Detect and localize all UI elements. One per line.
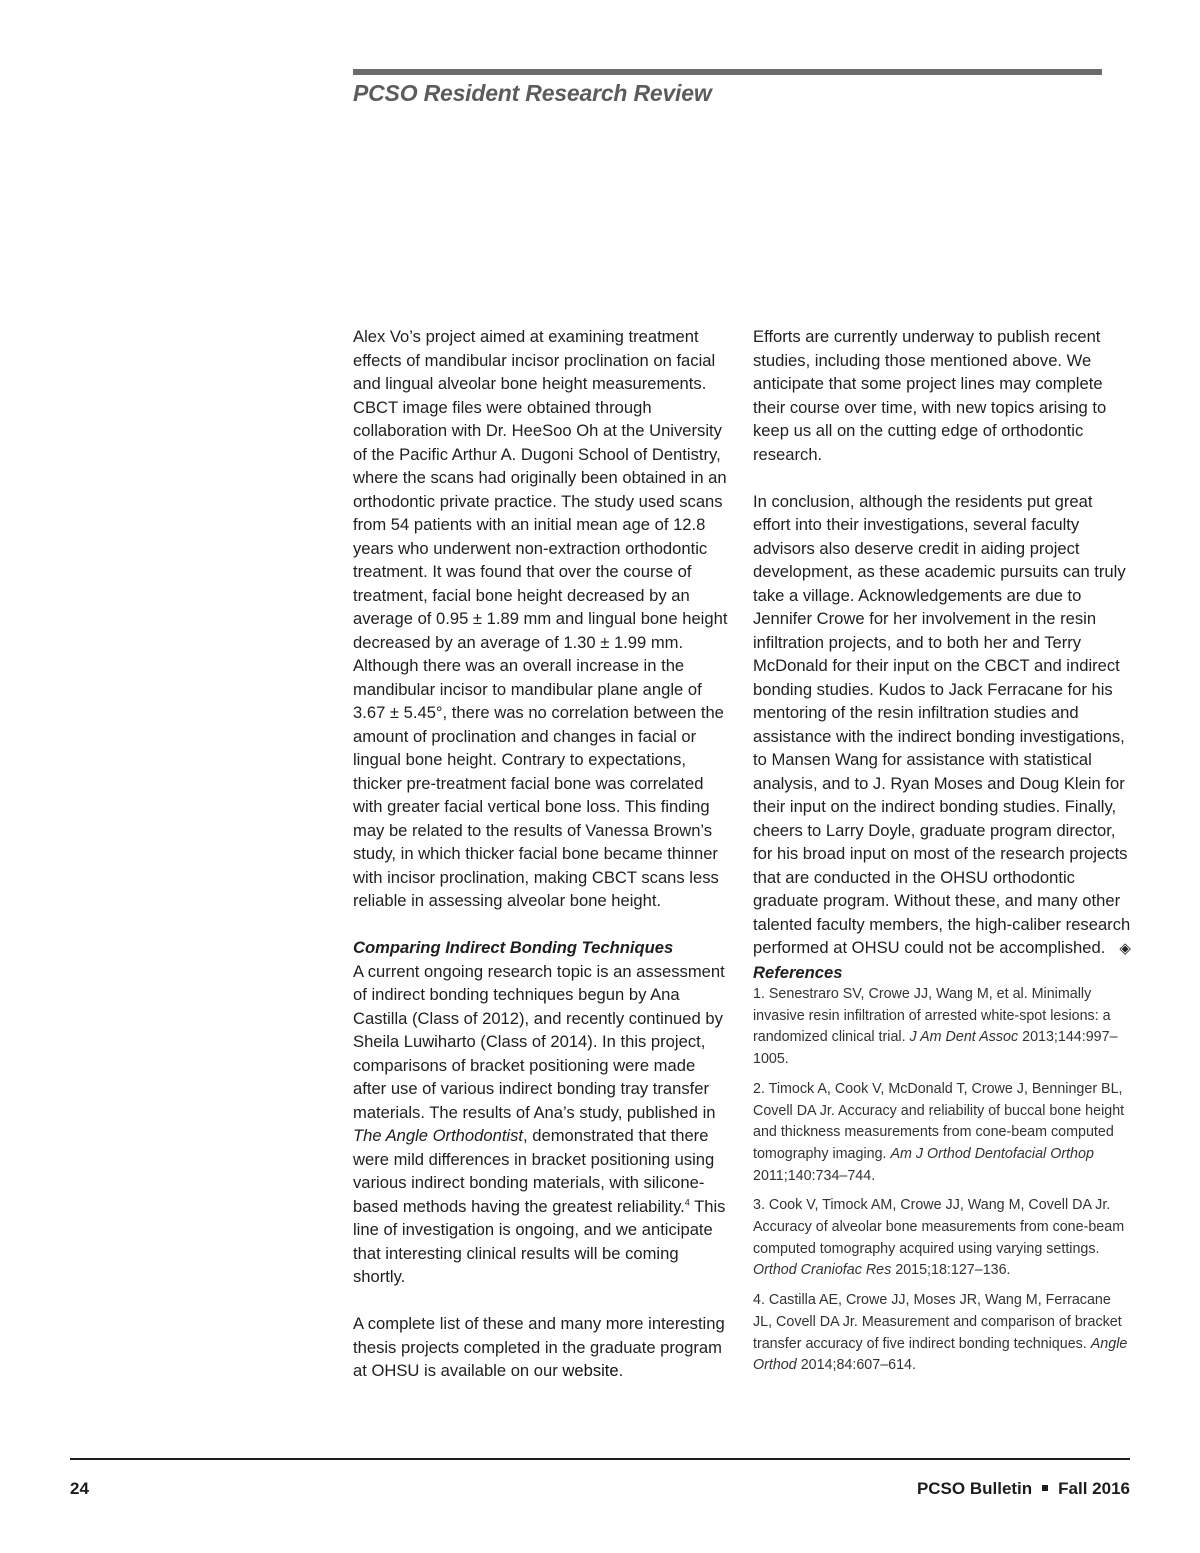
paragraph-text: A complete list of these and many more interesting thesis projects completed in the graduate program at OHSU is available on our [353, 1314, 725, 1380]
paragraph-text: A current ongoing research topic is an assessment of indirect bonding techniques begun by Ana Castilla (Class of 2012), and recently continued by Sheila Luwiharto (Class of 2014). In this project, comparisons of bracket positioning were made after use of various indirect bonding tray transfer materials. The results of Ana’s study, published in [353, 961, 725, 1122]
paragraph-vo-project: Alex Vo’s project aimed at examining treatment effects of mandibular incisor proclination on facial and lingual alveolar bone height measurements. CBCT image files were obtained through collaboration with Dr. HeeSoo Oh at the University of the Pacific Arthur A. Dugoni School of Dentistry, where the scans had originally been obtained in an orthodontic private practice. The study used scans from 54 patients with an initial mean age of 12.8 years who underwent non-extraction orthodontic treatment. It was found that over the course of treatment, facial bone height decreased by an average of 0.95 ± 1.89 mm and lingual bone height decreased by an average of 1.30 ± 1.99 mm. Although there was an overall increase in the mandibular incisor to mandibular plane angle of 3.67 ± 5.45°, there was no correlation between the amount of proclination and changes in facial or lingual bone height. Contrary to expectations, thicker pre-treatment facial bone was correlated with greater facial vertical bone loss. This finding may be related to the results of Vanessa Brown’s study, in which thicker facial bone became thinner with incisor proclination, making CBCT scans less reliable in assessing alveolar bone height. [353, 327, 728, 910]
paragraph-conclusion [753, 490, 1133, 961]
footer-publication-info [917, 1479, 1130, 1499]
reference-item [753, 984, 1133, 1071]
paragraph-text: , demonstrated that there were mild differences in bracket positioning using various indirect bonding materials, with silicone-based methods having the greatest reliability. [353, 1126, 715, 1216]
reference-text: 4. Castilla AE, Crowe JJ, Moses JR, Wang M, Ferracane JL, Covell DA Jr. Measurement and comparison of bracket transfer accuracy of five indirect bonding techniques. [753, 1292, 1122, 1352]
paragraph-text: This line of investigation is ongoing, and we anticipate that interesting clinical results will be coming shortly. [353, 1196, 726, 1286]
reference-superscript: 4 [684, 1196, 690, 1207]
paragraph-thesis-list [353, 1312, 731, 1383]
reference-citation: 2014;84:607–614. [796, 1357, 916, 1374]
footer-rule [70, 1458, 1130, 1460]
issue-date: Fall 2016 [1058, 1479, 1130, 1498]
reference-item [753, 1290, 1133, 1377]
paragraph-indirect-bonding [353, 960, 731, 1289]
page-header-title: PCSO Resident Research Review [353, 80, 712, 106]
reference-text: 1. Senestraro SV, Crowe JJ, Wang M, et al. Minimally invasive resin infiltration of arrested white-spot lesions: a randomized clinical trial. [753, 986, 1111, 1046]
reference-citation: 2015;18:127–136. [891, 1262, 1011, 1279]
reference-item [753, 1195, 1133, 1282]
article-end-diamond-icon: ◈ [1119, 940, 1131, 957]
paragraph-text: In conclusion, although the residents put great effort into their investigations, several faculty advisors also deserve credit in aiding project development, as these academic pursuits can truly take a village. Acknowledgements are due to Jennifer Crowe for her involvement in the resin infiltration projects, and to both her and Terry McDonald for their input on the CBCT and indirect bonding studies. Kudos to Jack Ferracane for his mentoring of the resin infiltration studies and assistance with the indirect bonding investigations, to Mansen Wang for assistance with statistical analysis, and to J. Ryan Moses and Doug Klein for their input on the indirect bonding studies. Finally, cheers to Larry Doyle, graduate program director, for his broad input on most of the research projects that are conducted in the OHSU orthodontic graduate program. Without these, and many other talented faculty members, the high-caliber research performed at OHSU could not be accomplished. [753, 491, 1131, 957]
page-number: 24 [70, 1479, 89, 1498]
references-heading: References [753, 962, 843, 982]
header-rule [353, 69, 1102, 75]
paragraph-text: . [618, 1361, 624, 1380]
section-subheading: Comparing Indirect Bonding Techniques [353, 938, 674, 957]
reference-citation: 2011;140:734–744. [753, 1167, 876, 1184]
journal-title: The Angle Orthodontist [353, 1126, 524, 1145]
publication-name: PCSO Bulletin [916, 1479, 1033, 1498]
paragraph-publishing-efforts: Efforts are currently underway to publish recent studies, including those mentioned above. We anticipate that some project lines may complete their course over time, with new topics arising to keep us all on the cutting edge of orthodontic research. [753, 327, 1107, 464]
reference-citation: 2013;144:997–1005. [753, 1029, 1118, 1068]
references-list [753, 984, 1133, 1377]
left-column [353, 325, 731, 1383]
reference-text: 2. Timock A, Cook V, McDonald T, Crowe J, Benninger BL, Covell DA Jr. Accuracy and reliability of buccal bone height and thickness measurements from cone-beam computed tomography imaging. [753, 1080, 1125, 1162]
footer-separator-icon [1042, 1485, 1048, 1491]
reference-journal: Angle Orthod [753, 1335, 1128, 1374]
reference-journal: Orthod Craniofac Res [753, 1262, 892, 1279]
website-link[interactable]: website [562, 1361, 619, 1380]
right-column [753, 325, 1133, 1385]
reference-journal: Am J Orthod Dentofacial Orthop [890, 1145, 1094, 1162]
reference-text: 3. Cook V, Timock AM, Crowe JJ, Wang M, Covell DA Jr. Accuracy of alveolar bone measurements from cone-beam computed tomography acquired using varying settings. [753, 1197, 1125, 1257]
reference-item [753, 1079, 1133, 1188]
reference-journal: J Am Dent Assoc [909, 1029, 1019, 1046]
